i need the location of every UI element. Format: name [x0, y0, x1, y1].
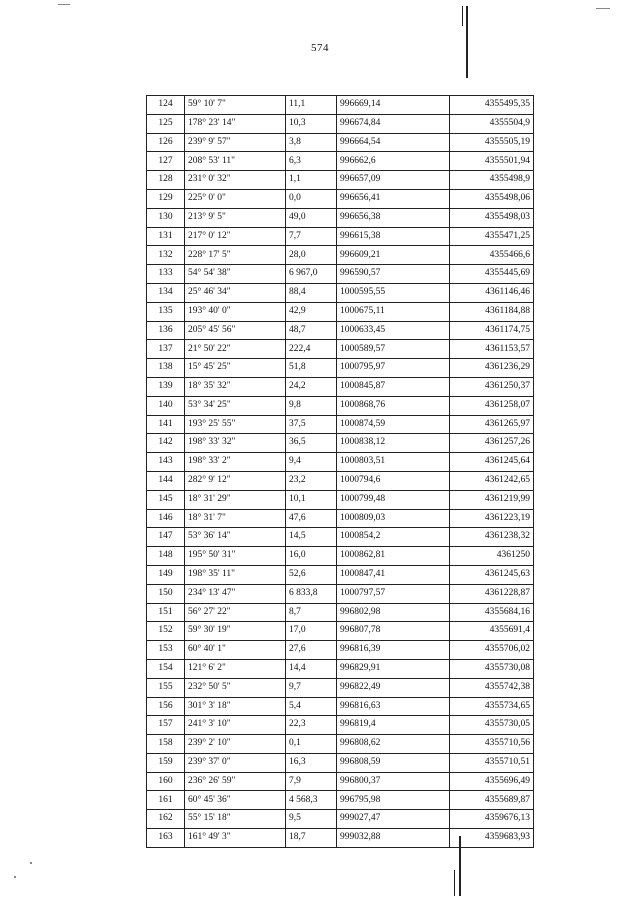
bearing-cell: 301° 3' 18" [185, 697, 286, 716]
x-coordinate-cell: 996795,98 [337, 791, 450, 810]
distance-cell: 27,6 [286, 641, 337, 660]
distance-cell: 7,9 [286, 772, 337, 791]
x-coordinate-cell: 1000797,57 [337, 584, 450, 603]
distance-cell: 23,2 [286, 471, 337, 490]
table-row [147, 528, 534, 547]
distance-cell: 10,3 [286, 114, 337, 133]
distance-cell: 8,7 [286, 603, 337, 622]
y-coordinate-cell: 4361238,32 [450, 528, 534, 547]
table-row [147, 415, 534, 434]
point-number-cell: 141 [147, 415, 185, 434]
y-coordinate-cell: 4355691,4 [450, 622, 534, 641]
table-row [147, 622, 534, 641]
y-coordinate-cell: 4361250 [450, 547, 534, 566]
table-row [147, 772, 534, 791]
x-coordinate-cell: 999032,88 [337, 829, 450, 848]
x-coordinate-cell: 1000633,45 [337, 321, 450, 340]
y-coordinate-cell: 4359676,13 [450, 810, 534, 829]
point-number-cell: 149 [147, 565, 185, 584]
point-number-cell: 144 [147, 471, 185, 490]
table-row [147, 171, 534, 190]
point-number-cell: 152 [147, 622, 185, 641]
table-row [147, 377, 534, 396]
table-row [147, 584, 534, 603]
bearing-cell: 193° 25' 55" [185, 415, 286, 434]
y-coordinate-cell: 4355504,9 [450, 114, 534, 133]
y-coordinate-cell: 4361245,64 [450, 453, 534, 472]
bearing-cell: 178° 23' 14" [185, 114, 286, 133]
table-row [147, 302, 534, 321]
distance-cell: 47,6 [286, 509, 337, 528]
bearing-cell: 15° 45' 25" [185, 359, 286, 378]
x-coordinate-cell: 1000847,41 [337, 565, 450, 584]
x-coordinate-cell: 996819,4 [337, 716, 450, 735]
table-row [147, 434, 534, 453]
x-coordinate-cell: 996609,21 [337, 246, 450, 265]
distance-cell: 16,3 [286, 753, 337, 772]
bearing-cell: 282° 9' 12" [185, 471, 286, 490]
distance-cell: 14,5 [286, 528, 337, 547]
table-row [147, 152, 534, 171]
table-row [147, 791, 534, 810]
point-number-cell: 150 [147, 584, 185, 603]
table-row [147, 753, 534, 772]
distance-cell: 37,5 [286, 415, 337, 434]
x-coordinate-cell: 999027,47 [337, 810, 450, 829]
x-coordinate-cell: 996802,98 [337, 603, 450, 622]
point-number-cell: 163 [147, 829, 185, 848]
table-row [147, 716, 534, 735]
bearing-cell: 231° 0' 32" [185, 171, 286, 190]
bearing-cell: 60° 45' 36" [185, 791, 286, 810]
distance-cell: 16,0 [286, 547, 337, 566]
x-coordinate-cell: 996822,49 [337, 678, 450, 697]
point-number-cell: 148 [147, 547, 185, 566]
table-row [147, 810, 534, 829]
x-coordinate-cell: 996657,09 [337, 171, 450, 190]
distance-cell: 51,8 [286, 359, 337, 378]
distance-cell: 36,5 [286, 434, 337, 453]
bearing-cell: 205° 45' 56" [185, 321, 286, 340]
distance-cell: 7,7 [286, 227, 337, 246]
point-number-cell: 153 [147, 641, 185, 660]
x-coordinate-cell: 1000854,2 [337, 528, 450, 547]
y-coordinate-cell: 4361174,75 [450, 321, 534, 340]
point-number-cell: 130 [147, 208, 185, 227]
table-row [147, 678, 534, 697]
bearing-cell: 18° 31' 7" [185, 509, 286, 528]
y-coordinate-cell: 4355684,16 [450, 603, 534, 622]
distance-cell: 49,0 [286, 208, 337, 227]
bearing-cell: 53° 34' 25" [185, 396, 286, 415]
table-row [147, 114, 534, 133]
y-coordinate-cell: 4359683,93 [450, 829, 534, 848]
bearing-cell: 193° 40' 0" [185, 302, 286, 321]
bearing-cell: 55° 15' 18" [185, 810, 286, 829]
table-row [147, 340, 534, 359]
point-number-cell: 147 [147, 528, 185, 547]
x-coordinate-cell: 1000799,48 [337, 490, 450, 509]
y-coordinate-cell: 4355706,02 [450, 641, 534, 660]
point-number-cell: 143 [147, 453, 185, 472]
table-row [147, 133, 534, 152]
table-row [147, 208, 534, 227]
point-number-cell: 157 [147, 716, 185, 735]
x-coordinate-cell: 996808,59 [337, 753, 450, 772]
distance-cell: 28,0 [286, 246, 337, 265]
y-coordinate-cell: 4355734,65 [450, 697, 534, 716]
x-coordinate-cell: 1000868,76 [337, 396, 450, 415]
x-coordinate-cell: 996656,38 [337, 208, 450, 227]
scan-artifact-dot [14, 876, 16, 878]
distance-cell: 22,3 [286, 716, 337, 735]
point-number-cell: 135 [147, 302, 185, 321]
bearing-cell: 59° 10' 7" [185, 96, 286, 115]
table-row [147, 453, 534, 472]
y-coordinate-cell: 4355730,05 [450, 716, 534, 735]
scan-artifact-dot [30, 862, 32, 864]
y-coordinate-cell: 4355742,38 [450, 678, 534, 697]
bearing-cell: 18° 35' 32" [185, 377, 286, 396]
bearing-cell: 217° 0' 12" [185, 227, 286, 246]
y-coordinate-cell: 4355501,94 [450, 152, 534, 171]
table-row [147, 359, 534, 378]
distance-cell: 6,3 [286, 152, 337, 171]
table-row [147, 735, 534, 754]
bearing-cell: 54° 54' 38" [185, 265, 286, 284]
x-coordinate-cell: 996669,14 [337, 96, 450, 115]
table-row [147, 659, 534, 678]
x-coordinate-cell: 1000803,51 [337, 453, 450, 472]
y-coordinate-cell: 4355498,9 [450, 171, 534, 190]
x-coordinate-cell: 1000862,81 [337, 547, 450, 566]
y-coordinate-cell: 4355495,35 [450, 96, 534, 115]
point-number-cell: 139 [147, 377, 185, 396]
distance-cell: 88,4 [286, 283, 337, 302]
point-number-cell: 156 [147, 697, 185, 716]
y-coordinate-cell: 4361265,97 [450, 415, 534, 434]
y-coordinate-cell: 4361223,19 [450, 509, 534, 528]
bearing-cell: 239° 37' 0" [185, 753, 286, 772]
y-coordinate-cell: 4361245,63 [450, 565, 534, 584]
distance-cell: 1,1 [286, 171, 337, 190]
distance-cell: 17,0 [286, 622, 337, 641]
point-number-cell: 145 [147, 490, 185, 509]
bearing-cell: 198° 33' 32" [185, 434, 286, 453]
y-coordinate-cell: 4355710,56 [450, 735, 534, 754]
point-number-cell: 159 [147, 753, 185, 772]
distance-cell: 0,0 [286, 189, 337, 208]
distance-cell: 6 967,0 [286, 265, 337, 284]
table-row [147, 396, 534, 415]
table-row [147, 246, 534, 265]
y-coordinate-cell: 4355445,69 [450, 265, 534, 284]
coordinates-table [146, 95, 534, 848]
bearing-cell: 208° 53' 11" [185, 152, 286, 171]
point-number-cell: 134 [147, 283, 185, 302]
bearing-cell: 60° 40' 1" [185, 641, 286, 660]
y-coordinate-cell: 4361219,99 [450, 490, 534, 509]
table-row [147, 565, 534, 584]
point-number-cell: 137 [147, 340, 185, 359]
distance-cell: 48,7 [286, 321, 337, 340]
distance-cell: 4 568,3 [286, 791, 337, 810]
point-number-cell: 146 [147, 509, 185, 528]
table-row [147, 490, 534, 509]
point-number-cell: 158 [147, 735, 185, 754]
x-coordinate-cell: 1000809,03 [337, 509, 450, 528]
page-number: 574 [311, 42, 329, 54]
x-coordinate-cell: 996615,38 [337, 227, 450, 246]
table-row [147, 227, 534, 246]
distance-cell: 9,4 [286, 453, 337, 472]
distance-cell: 10,1 [286, 490, 337, 509]
coordinates-table-body [147, 96, 534, 848]
y-coordinate-cell: 4361146,46 [450, 283, 534, 302]
point-number-cell: 140 [147, 396, 185, 415]
point-number-cell: 136 [147, 321, 185, 340]
bearing-cell: 53° 36' 14" [185, 528, 286, 547]
bearing-cell: 56° 27' 22" [185, 603, 286, 622]
table-row [147, 641, 534, 660]
bearing-cell: 213° 9' 5" [185, 208, 286, 227]
x-coordinate-cell: 1000675,11 [337, 302, 450, 321]
x-coordinate-cell: 996808,62 [337, 735, 450, 754]
distance-cell: 14,4 [286, 659, 337, 678]
distance-cell: 0,1 [286, 735, 337, 754]
y-coordinate-cell: 4355471,25 [450, 227, 534, 246]
bearing-cell: 25° 46' 34" [185, 283, 286, 302]
y-coordinate-cell: 4355710,51 [450, 753, 534, 772]
point-number-cell: 151 [147, 603, 185, 622]
bearing-cell: 236° 26' 59" [185, 772, 286, 791]
table-row [147, 189, 534, 208]
y-coordinate-cell: 4361153,57 [450, 340, 534, 359]
table-row [147, 96, 534, 115]
x-coordinate-cell: 996807,78 [337, 622, 450, 641]
y-coordinate-cell: 4361228,87 [450, 584, 534, 603]
point-number-cell: 154 [147, 659, 185, 678]
point-number-cell: 133 [147, 265, 185, 284]
x-coordinate-cell: 1000874,59 [337, 415, 450, 434]
table-row [147, 283, 534, 302]
point-number-cell: 125 [147, 114, 185, 133]
x-coordinate-cell: 1000838,12 [337, 434, 450, 453]
distance-cell: 24,2 [286, 377, 337, 396]
table-row [147, 265, 534, 284]
bearing-cell: 161° 49' 3" [185, 829, 286, 848]
y-coordinate-cell: 4355466,6 [450, 246, 534, 265]
y-coordinate-cell: 4361257,26 [450, 434, 534, 453]
bearing-cell: 18° 31' 29" [185, 490, 286, 509]
y-coordinate-cell: 4355730,08 [450, 659, 534, 678]
y-coordinate-cell: 4355696,49 [450, 772, 534, 791]
distance-cell: 9,8 [286, 396, 337, 415]
y-coordinate-cell: 4361250,37 [450, 377, 534, 396]
point-number-cell: 160 [147, 772, 185, 791]
distance-cell: 6 833,8 [286, 584, 337, 603]
bearing-cell: 239° 9' 57" [185, 133, 286, 152]
y-coordinate-cell: 4355505,19 [450, 133, 534, 152]
distance-cell: 11,1 [286, 96, 337, 115]
point-number-cell: 142 [147, 434, 185, 453]
x-coordinate-cell: 996674,84 [337, 114, 450, 133]
y-coordinate-cell: 4361258,07 [450, 396, 534, 415]
distance-cell: 9,7 [286, 678, 337, 697]
bearing-cell: 234° 13' 47" [185, 584, 286, 603]
bearing-cell: 198° 33' 2" [185, 453, 286, 472]
scan-artifact-dot [58, 4, 70, 5]
table-row [147, 547, 534, 566]
point-number-cell: 129 [147, 189, 185, 208]
x-coordinate-cell: 996662,6 [337, 152, 450, 171]
bearing-cell: 121° 6' 2" [185, 659, 286, 678]
x-coordinate-cell: 1000794,6 [337, 471, 450, 490]
table-row [147, 471, 534, 490]
point-number-cell: 138 [147, 359, 185, 378]
distance-cell: 5,4 [286, 697, 337, 716]
bearing-cell: 21° 50' 22" [185, 340, 286, 359]
point-number-cell: 128 [147, 171, 185, 190]
scan-artifact-line [454, 870, 455, 896]
x-coordinate-cell: 996816,39 [337, 641, 450, 660]
table-row [147, 321, 534, 340]
table-row [147, 697, 534, 716]
table-row [147, 603, 534, 622]
point-number-cell: 161 [147, 791, 185, 810]
x-coordinate-cell: 996800,37 [337, 772, 450, 791]
bearing-cell: 59° 30' 19" [185, 622, 286, 641]
x-coordinate-cell: 996829,91 [337, 659, 450, 678]
distance-cell: 42,9 [286, 302, 337, 321]
x-coordinate-cell: 996816,63 [337, 697, 450, 716]
x-coordinate-cell: 996664,54 [337, 133, 450, 152]
distance-cell: 9,5 [286, 810, 337, 829]
point-number-cell: 155 [147, 678, 185, 697]
point-number-cell: 162 [147, 810, 185, 829]
x-coordinate-cell: 1000595,55 [337, 283, 450, 302]
x-coordinate-cell: 1000795,97 [337, 359, 450, 378]
bearing-cell: 195° 50' 31" [185, 547, 286, 566]
distance-cell: 52,6 [286, 565, 337, 584]
bearing-cell: 228° 17' 5" [185, 246, 286, 265]
table-row [147, 829, 534, 848]
bearing-cell: 241° 3' 10" [185, 716, 286, 735]
bearing-cell: 198° 35' 11" [185, 565, 286, 584]
point-number-cell: 126 [147, 133, 185, 152]
distance-cell: 222,4 [286, 340, 337, 359]
point-number-cell: 124 [147, 96, 185, 115]
point-number-cell: 131 [147, 227, 185, 246]
distance-cell: 3,8 [286, 133, 337, 152]
x-coordinate-cell: 996656,41 [337, 189, 450, 208]
x-coordinate-cell: 996590,57 [337, 265, 450, 284]
y-coordinate-cell: 4361184,88 [450, 302, 534, 321]
bearing-cell: 232° 50' 5" [185, 678, 286, 697]
scan-artifact-dot [596, 8, 610, 9]
distance-cell: 18,7 [286, 829, 337, 848]
y-coordinate-cell: 4355498,03 [450, 208, 534, 227]
table-row [147, 509, 534, 528]
x-coordinate-cell: 1000589,57 [337, 340, 450, 359]
point-number-cell: 132 [147, 246, 185, 265]
point-number-cell: 127 [147, 152, 185, 171]
scan-artifact-line [462, 6, 463, 26]
y-coordinate-cell: 4361236,29 [450, 359, 534, 378]
y-coordinate-cell: 4355498,06 [450, 189, 534, 208]
y-coordinate-cell: 4355689,87 [450, 791, 534, 810]
bearing-cell: 225° 0' 0" [185, 189, 286, 208]
y-coordinate-cell: 4361242,65 [450, 471, 534, 490]
bearing-cell: 239° 2' 10" [185, 735, 286, 754]
x-coordinate-cell: 1000845,87 [337, 377, 450, 396]
